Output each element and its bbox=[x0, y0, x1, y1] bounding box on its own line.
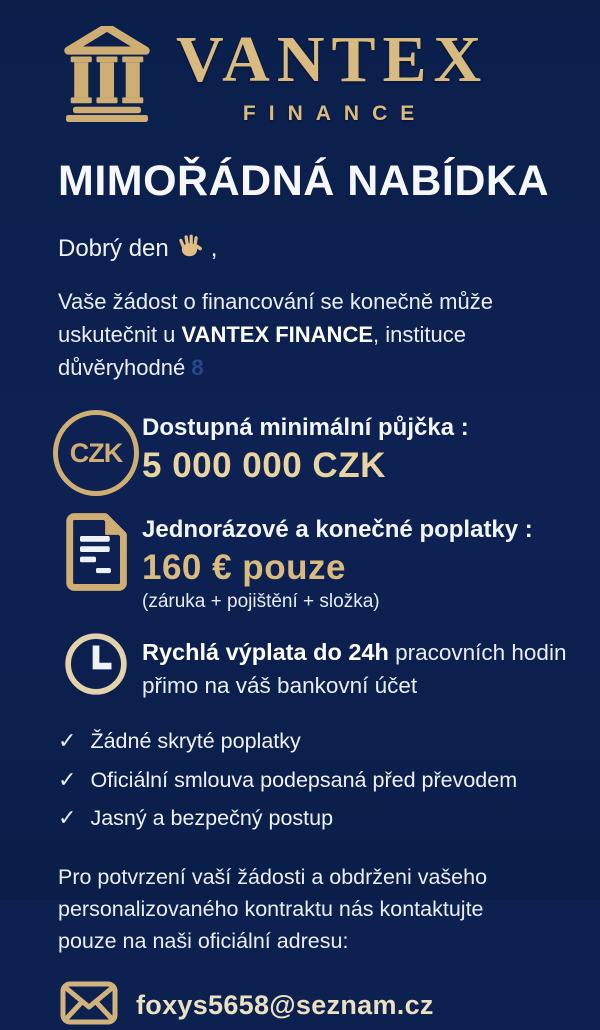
feature-list bbox=[50, 408, 600, 699]
list-item bbox=[58, 806, 600, 832]
waving-hand-icon bbox=[177, 232, 203, 265]
checkmark-icon: ✓ bbox=[58, 729, 77, 755]
trust-emoji: 8 bbox=[191, 355, 204, 380]
czk-badge-label: CZK bbox=[69, 437, 123, 468]
intro-text-start: Vaše žádost o financování se konečně může uskutečnit u bbox=[58, 289, 493, 347]
greeting-comma: , bbox=[210, 234, 218, 262]
page-title: MIMOŘÁDNÁ NABÍDKA bbox=[58, 157, 550, 205]
intro-text-end: , instituce důvěryhodné bbox=[58, 322, 466, 380]
greeting-text: Dobrý den bbox=[58, 234, 169, 262]
contact-instructions: Pro potvrzení vaší žádosti a obdrženi vašeho personalizovaného kontraktu nás kontaktujte pouze na naši oficiální adresu: bbox=[58, 864, 488, 954]
payout-bold: Rychlá výplata do 24h bbox=[142, 638, 389, 665]
brand-name: VANTEX bbox=[176, 23, 489, 96]
feature-title: Dostupná minimální půjčka : bbox=[142, 414, 469, 441]
checkmark-icon: ✓ bbox=[58, 806, 77, 832]
intro-brand-bold: VANTEX FINANCE bbox=[181, 322, 374, 347]
feature-value-amount: 5 000 000 CZK bbox=[142, 445, 386, 485]
document-icon bbox=[50, 510, 142, 613]
feature-title: Jednorázové a konečné poplatky : bbox=[142, 516, 533, 543]
feature-fees bbox=[50, 510, 600, 613]
bank-building-icon bbox=[64, 26, 150, 127]
feature-value-fee: 160 € pouze bbox=[142, 547, 346, 587]
intro-paragraph bbox=[58, 285, 550, 384]
payout-regular: pracovních hodin bbox=[388, 639, 567, 665]
checklist-label: Jasný a bezpečný postup bbox=[90, 806, 334, 831]
list-item bbox=[58, 729, 600, 755]
brand-subname: FINANCE bbox=[242, 102, 428, 125]
brand-header bbox=[0, 0, 600, 127]
payout-line2: přimo na váš bankovní účet bbox=[142, 673, 418, 699]
clock-icon bbox=[50, 627, 142, 700]
checklist-label: Oficiální smlouva podepsaná před převodem bbox=[90, 767, 518, 792]
feature-fee-note: (záruka + pojištění + složka) bbox=[142, 590, 380, 612]
brand-text-block bbox=[176, 23, 489, 126]
list-item bbox=[58, 768, 600, 794]
czk-coin-icon bbox=[50, 408, 142, 496]
feature-min-loan bbox=[50, 408, 600, 496]
checklist-label: Žádné skryté poplatky bbox=[90, 729, 301, 754]
feature-payout bbox=[50, 627, 600, 700]
checkmark-icon: ✓ bbox=[58, 767, 77, 793]
email-contact-row bbox=[60, 981, 600, 1030]
benefits-checklist bbox=[58, 729, 600, 832]
greeting-line bbox=[58, 232, 600, 265]
envelope-icon bbox=[60, 981, 118, 1030]
feature-title bbox=[142, 627, 600, 670]
email-link[interactable]: foxys5658@seznam.cz bbox=[136, 990, 434, 1021]
